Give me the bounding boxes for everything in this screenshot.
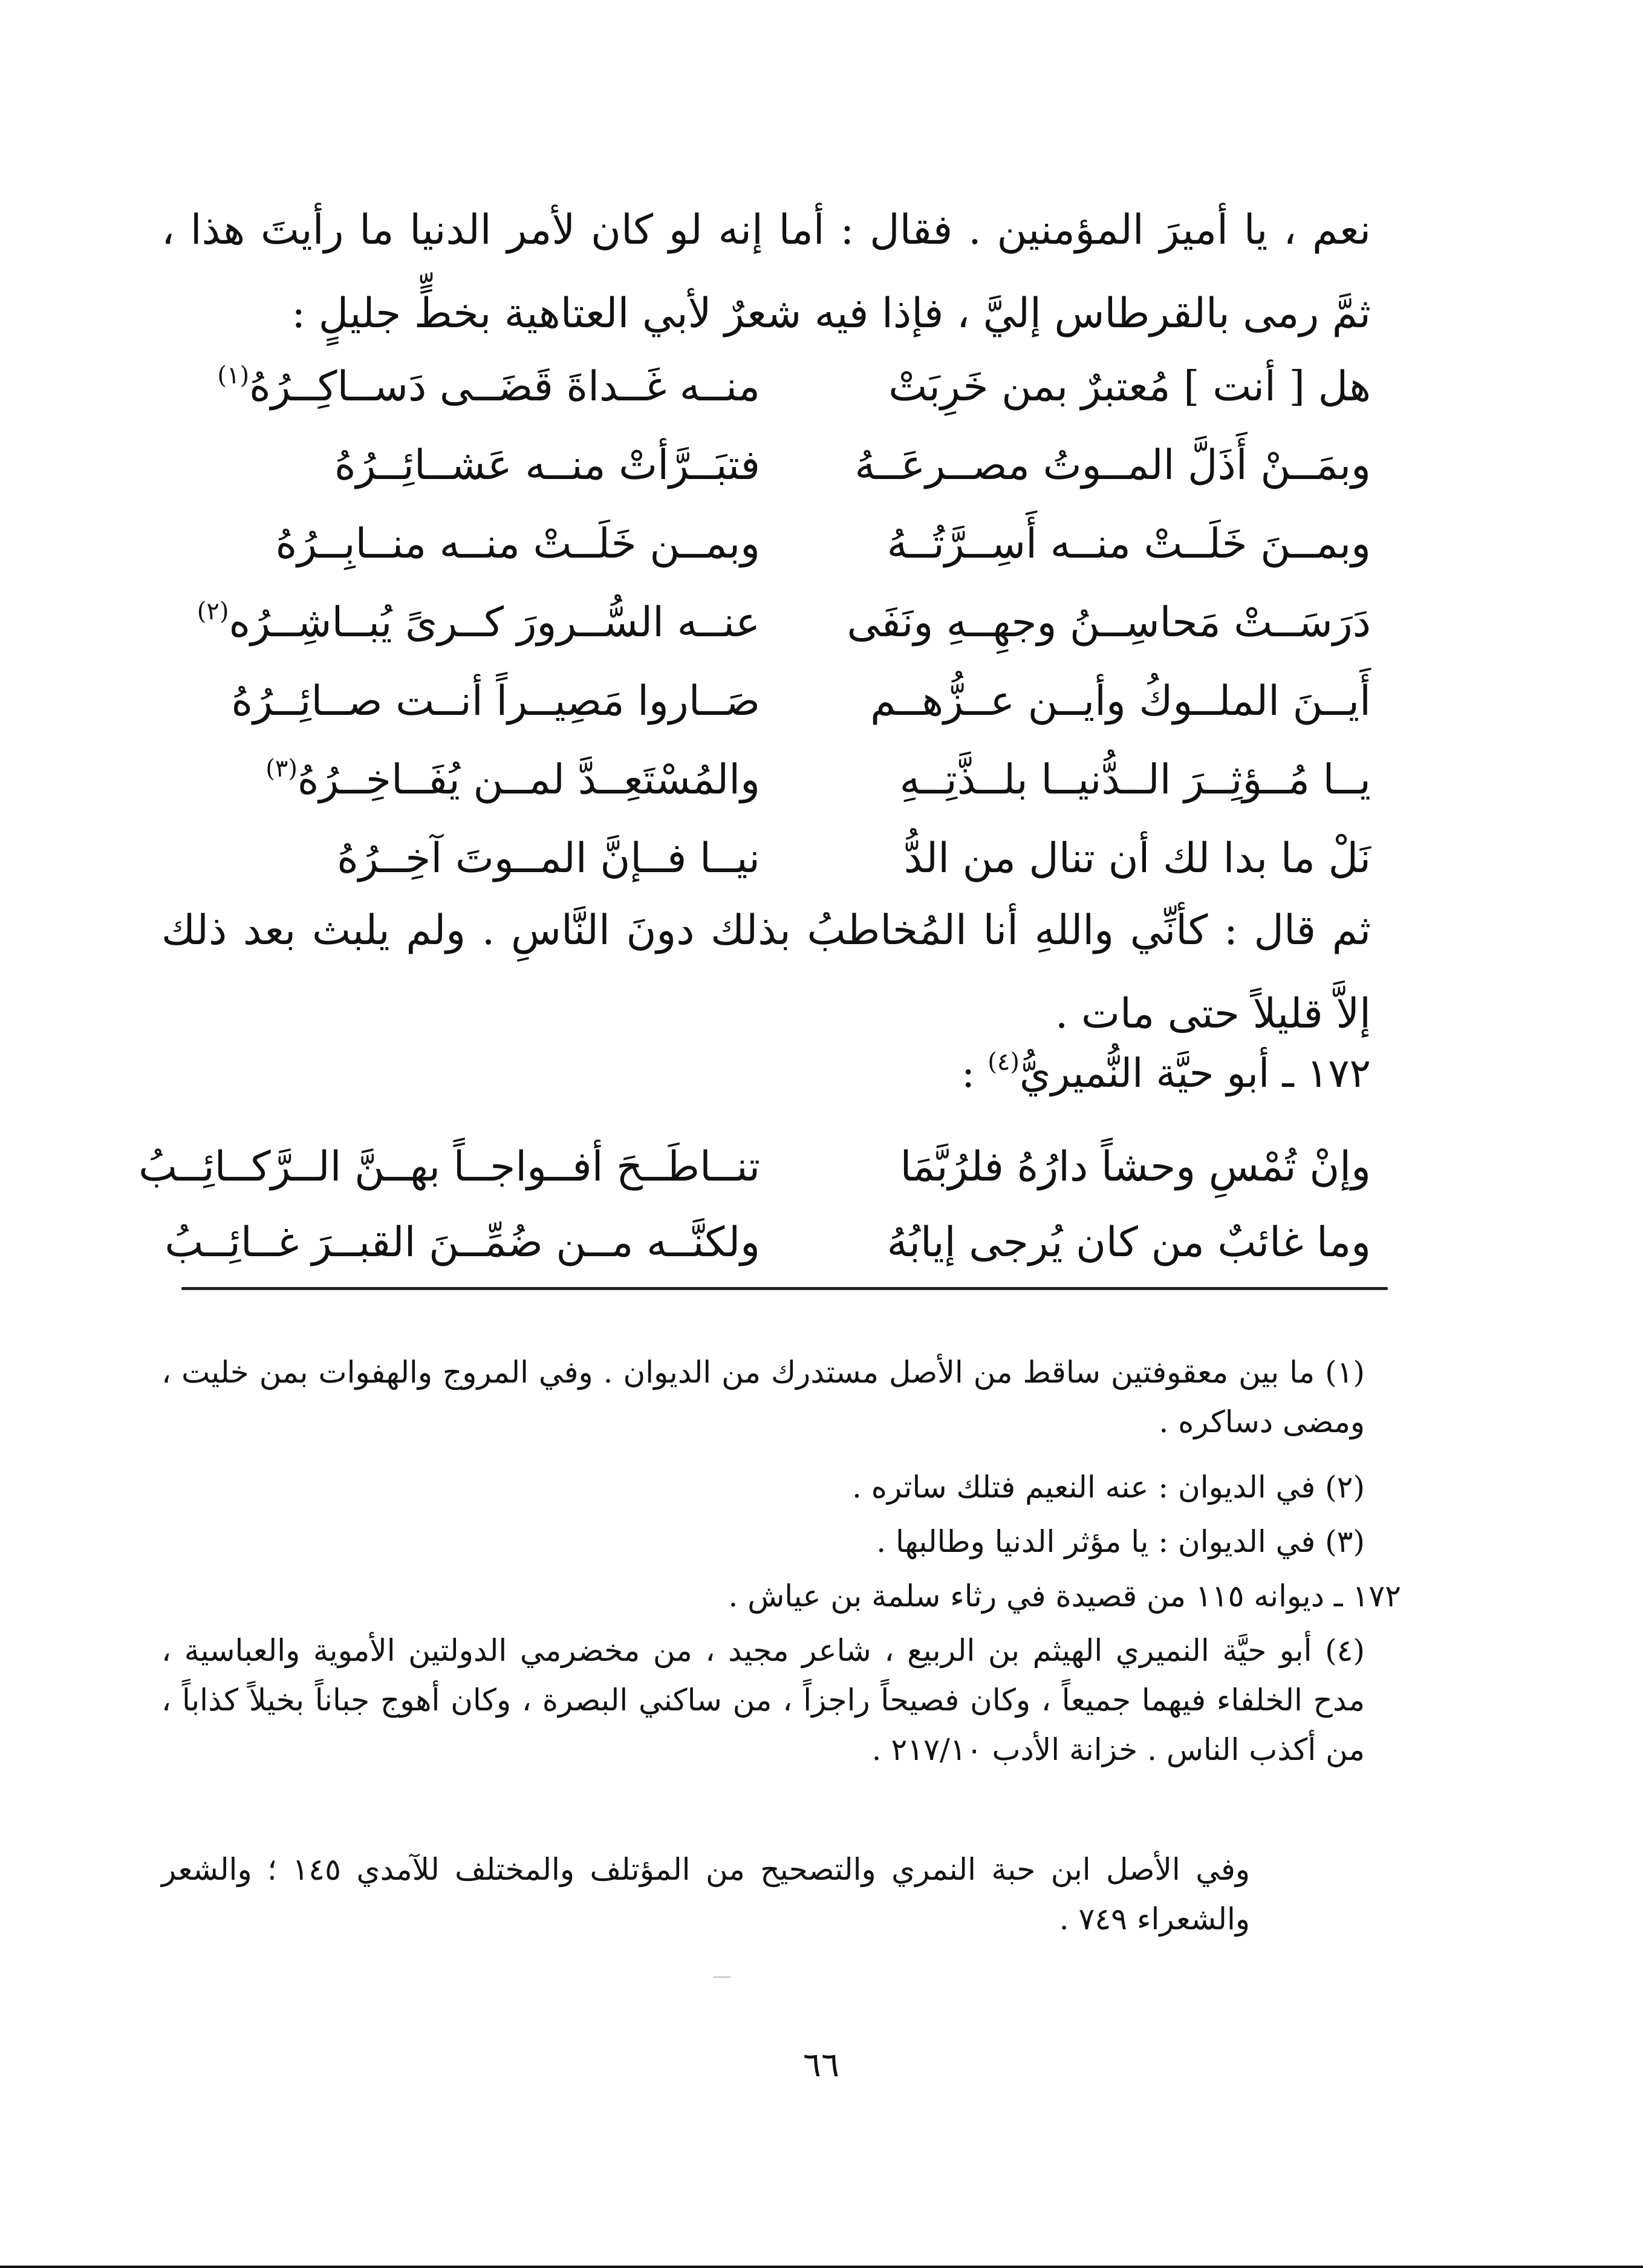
- footnote-ref-4: (٤): [987, 1048, 1020, 1076]
- paragraph-2: ثم قال : كأنِّي واللهِ أنا المُخاطبُ بذلك دونَ النَّاسِ . ولم يلبث بعد ذلك إلاَّ قليلاً حتى مات .: [161, 907, 1371, 1038]
- footnote-separator: [181, 1287, 1388, 1290]
- verse-8-right: وإنْ تُمْسِ وحشاً دارُهُ فلرُبَّمَا: [900, 1143, 1371, 1191]
- verse-1-left-text: منــه غَــداةَ قَضَــى دَســاكِــرُهُ: [249, 363, 760, 411]
- footnote-2: (٢) في الديوان : عنه النعيم فتلك ساتره .: [851, 1470, 1365, 1505]
- verse-6-left-text: والمُسْتَعِــدَّ لمــن يُفَــاخِــرُهُ: [297, 756, 760, 804]
- verse-2-right: وبمَــنْ أَذَلَّ المــوتُ مصــرعَــهُ: [854, 442, 1371, 489]
- footnote-ref-1: (١): [217, 362, 250, 389]
- section-heading-text: ١٧٢ ـ أبو حيَّة النُّميريُّ: [1019, 1050, 1371, 1097]
- footnote-172: ١٧٢ ـ ديوانه ١١٥ من قصيدة في رثاء سلمة بن عياش .: [728, 1579, 1401, 1614]
- footnote-ref-2: (٢): [197, 598, 229, 625]
- verse-8-left: تنــاطَــحَ أفــواجــاً بهــنَّ الــرَّكــائِــبُ: [138, 1143, 760, 1191]
- footnote-3: (٣) في الديوان : يا مؤثر الدنيا وطالبها .: [876, 1524, 1365, 1559]
- footnote-ref-3: (٣): [265, 755, 298, 783]
- verse-3-left: وبمــن خَلَــتْ منــه منــابِــرُهُ: [275, 520, 760, 568]
- verse-5-left: صَــاروا مَصِيــراً أنــت صــائِــرُهُ: [231, 677, 760, 725]
- section-heading-colon: :: [961, 1050, 975, 1097]
- footnote-4-continuation: وفي الأصل ابن حبة النمري والتصحيح من المؤتلف والمختلف للآمدي ١٤٥ ؛ والشعر والشعراء ٧٤٩ .: [161, 1852, 1251, 1937]
- verse-3-right: وبمــنَ خَلَــتْ منــه أَسِــرَّتُــهُ: [887, 520, 1371, 568]
- verse-1-left: [4, 348, 760, 426]
- verse-1-right: هل [ أنت ] مُعتبرٌ بمن خَرِبَتْ: [888, 363, 1371, 411]
- section-heading: [961, 1040, 1371, 1107]
- verse-4-left: [4, 584, 760, 662]
- footnote-1: (١) ما بين معقوفتين ساقط من الأصل مستدرك من الديوان . وفي المروج والهفوات بمن خليت ، ومضى دساكره .: [161, 1355, 1365, 1439]
- verse-9-right: وما غائبٌ من كان يُرجى إيابُهُ: [887, 1219, 1371, 1266]
- verse-4-left-text: عنــه السُّــرورَ كــرىً يُبــاشِــرُه: [229, 599, 760, 647]
- verse-6-left: [4, 741, 760, 820]
- verse-7-right: نَلْ ما بدا لك أن تنال من الدُّ: [903, 835, 1371, 882]
- verse-7-left: نيــا فــإنَّ المــوتَ آخِــرُهُ: [337, 835, 760, 882]
- footnote-4: (٤) أبو حيَّة النميري الهيثم بن الربيع ، شاعر مجيد ، من مخضرمي الدولتين الأموية والعباسية ، مدح الخلفاء فيهما جميعاً ، وكان فصيحاً راجزاً ، من ساكني البصرة ، وكان أهوج جباناً بخيلاً كذاباً ، من أكذب الناس . خزانة الأدب ٢١٧/١٠ .: [161, 1633, 1365, 1767]
- verse-5-right: أَيــنَ الملــوكُ وأيــن عــزُّهــم: [870, 677, 1371, 725]
- verse-4-right: دَرَسَــتْ مَحاسِــنُ وجهِــهِ ونَفَى: [847, 599, 1371, 647]
- page-bottom-border: [0, 2266, 1643, 2268]
- divider-mark: [714, 1976, 730, 1978]
- page-number: ٦٦: [802, 2045, 840, 2085]
- verse-2-left: فتبَــرَّأتْ منــه عَشــائِــرُهُ: [334, 442, 760, 489]
- verse-6-right: يــا مُــؤثِــرَ الــدُّنيــا بلــذَّتِــهِ: [899, 756, 1371, 804]
- verse-9-left: ولكنَّــه مــن ضُمِّــنَ القبــرَ غــائِــبُ: [164, 1219, 760, 1266]
- paragraph-1: نعم ، يا أميرَ المؤمنين . فقال : أما إنه لو كان لأمر الدنيا ما رأيتَ هذا ، ثمَّ رمى بالقرطاس إليَّ ، فإذا فيه شعرٌ لأبي العتاهية بخطٍّ جليلٍ :: [161, 206, 1371, 337]
